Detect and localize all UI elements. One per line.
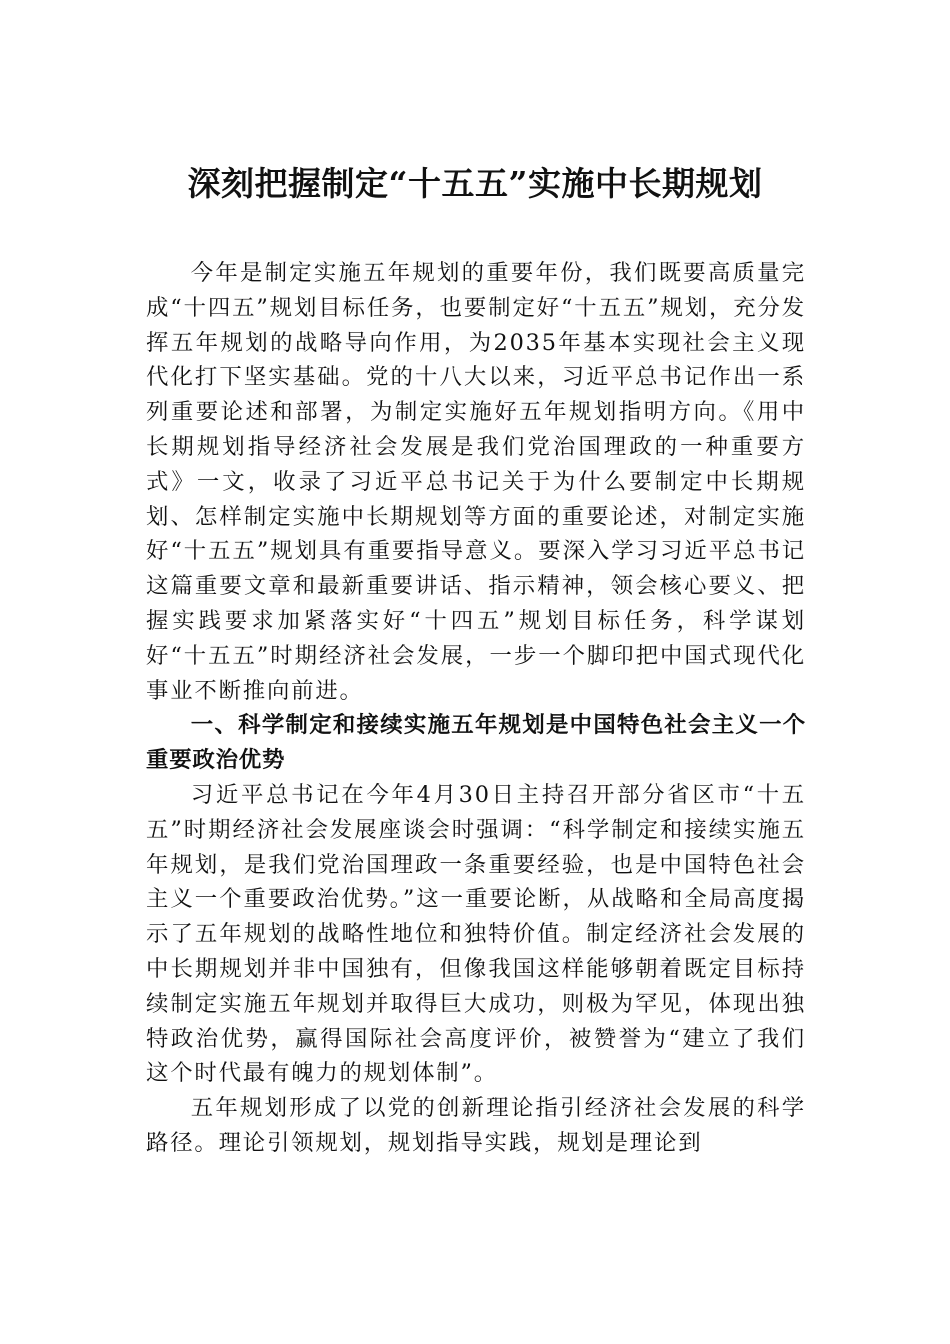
document-body <box>146 256 806 1161</box>
section1-paragraph-2: 五年规划形成了以党的创新理论指引经济社会发展的科学路径。理论引领规划，规划指导实践，规划是理论到 <box>146 1095 806 1156</box>
intro-paragraph: 今年是制定实施五年规划的重要年份，我们既要高质量完成“十四五”规划目标任务，也要制定好“十五五”规划，充分发挥五年规划的战略导向作用，为2035年基本实现社会主义现代化打下坚实基础。党的十八大以来，习近平总书记作出一系列重要论述和部署，为制定实施好五年规划指明方向。《用中长期规划指导经济社会发展是我们党治国理政的一种重要方式》一文，收录了习近平总书记关于为什么要制定中长期规划、怎样制定实施中长期规划等方面的重要论述，对制定实施好“十五五”规划具有重要指导意义。要深入学习习近平总书记这篇重要文章和最新重要讲话、指示精神，领会核心要义、把握实践要求加紧落实好“十四五”规划目标任务，科学谋划好“十五五”时期经济社会发展，一步一个脚印把中国式现代化事业不断推向前进。 <box>146 260 806 704</box>
document-title: 深刻把握制定“十五五”实施中长期规划 <box>187 164 763 203</box>
section-heading-1: 一、科学制定和接续实施五年规划是中国特色社会主义一个重要政治优势 <box>146 712 806 774</box>
section1-paragraph-1: 习近平总书记在今年4月30日主持召开部分省区市“十五五”时期经济社会发展座谈会时强调：“科学制定和接续实施五年规划，是我们党治国理政一条重要经验，也是中国特色社会主义一个重要政治优势。”这一重要论断，从战略和全局高度揭示了五年规划的战略性地位和独特价值。制定经济社会发展的中长期规划并非中国独有，但像我国这样能够朝着既定目标持续制定实施五年规划并取得巨大成功，则极为罕见，体现出独特政治优势，赢得国际社会高度评价，被赞誉为“建立了我们这个时代最有魄力的规划体制”。 <box>146 781 806 1087</box>
